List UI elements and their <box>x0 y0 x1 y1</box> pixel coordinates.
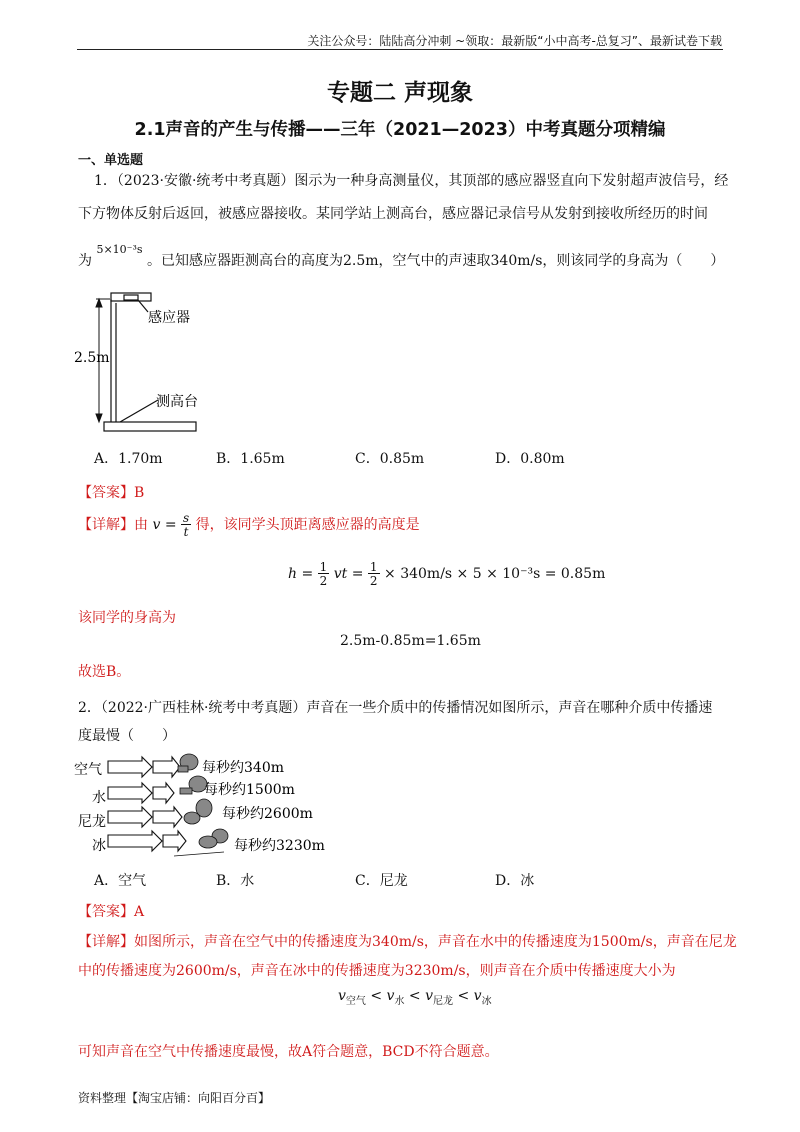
formula-rhs: × 340m/s × 5 × 10⁻³s = 0.85m <box>384 566 606 582</box>
velocity-formula: v = $\frac{s}{t}$ <box>152 511 190 539</box>
detail-prefix: 由 <box>134 517 148 533</box>
q1-line3-prefix: 为 <box>78 253 92 269</box>
svg-text:每秒约2600m: 每秒约2600m <box>222 806 313 822</box>
svg-text:水: 水 <box>92 790 106 806</box>
svg-text:冰: 冰 <box>92 838 106 854</box>
q2-conclusion: 可知声音在空气中传播速度最慢，故A符合题意，BCD不符合题意。 <box>78 1044 499 1060</box>
sub-ice: 冰 <box>481 995 492 1007</box>
answer-value: B <box>134 485 145 501</box>
q2-answer <box>78 901 144 921</box>
height-meter-figure <box>74 285 300 435</box>
answer-tag: 【答案】 <box>78 485 134 501</box>
time-value: 5×10⁻³s <box>96 243 143 256</box>
q2-line2: 度最慢（ ） <box>78 728 176 744</box>
detail-tag: 【详解】 <box>78 517 134 533</box>
speed-inequality: $v_{空气} < v_水 < v_{尼龙} < v_冰$ <box>338 988 492 1007</box>
q2-option-b[interactable]: B．水 <box>216 873 255 889</box>
sub-nylon: 尼龙 <box>433 995 454 1007</box>
page-subtitle: 2.1声音的产生与传播——三年（2021—2023）中考真题分项精编 <box>134 120 666 140</box>
q1-line2: 下方物体反射后返回，被感应器接收。某同学站上测高台，感应器记录信号从发射到接收所经历的时间 <box>78 206 708 222</box>
row-air <box>74 754 284 778</box>
runner-icon <box>180 776 207 794</box>
runner-icon <box>184 799 212 824</box>
svg-text:尼龙: 尼龙 <box>78 814 106 830</box>
q1-option-a[interactable]: A．1.70m <box>94 451 163 467</box>
q1-option-b[interactable]: B．1.65m <box>216 451 285 467</box>
q2-detail-line2: 中的传播速度为2600m/s，声音在冰中的传播速度为3230m/s，则声音在介质中传播速度大小为 <box>78 963 676 979</box>
q2-option-a[interactable]: A．空气 <box>94 873 147 889</box>
detail-suffix: 得，该同学头顶距离感应器的高度是 <box>195 517 420 533</box>
q1-detail <box>78 512 420 538</box>
formula-mid: vt = <box>333 566 364 582</box>
q1-line1: 1．（2023·安徽·统考中考真题）图示为一种身高测量仪，其顶部的感应器竖直向下发射超声波信号，经 <box>94 173 729 189</box>
row-water <box>92 776 295 806</box>
svg-text:每秒约1500m: 每秒约1500m <box>204 782 295 798</box>
answer-tag: 【答案】 <box>78 904 134 920</box>
q1-option-c[interactable]: C．0.85m <box>355 451 425 467</box>
detail-tag: 【详解】 <box>78 934 134 950</box>
svg-text:空气: 空气 <box>74 762 102 778</box>
q1-answer <box>78 482 144 502</box>
q2-option-c[interactable]: C．尼龙 <box>355 873 408 889</box>
q1-line3-suffix: 。已知感应器距测高台的高度为2.5m，空气中的声速取340m/s，则该同学的身高为（ ） <box>146 253 725 269</box>
page-title: 专题二 声现象 <box>326 80 473 106</box>
platform-label: 测高台 <box>156 394 198 410</box>
sub-air: 空气 <box>345 995 366 1007</box>
formula-lhs: h = <box>288 566 314 582</box>
section-heading: 一、单选题 <box>78 153 144 168</box>
q1-conclusion: 故选B。 <box>78 664 131 680</box>
height-text: 该同学的身高为 <box>78 610 176 626</box>
height-label: 2.5m <box>74 350 110 366</box>
q2-line1: 2．（2022·广西桂林·统考中考真题）声音在一些介质中的传播情况如图所示，声音在哪种介质中传播速 <box>78 700 713 716</box>
row-ice <box>92 829 325 856</box>
svg-text:每秒约340m: 每秒约340m <box>202 760 284 776</box>
page-footer: 资料整理【淘宝店铺：向阳百分百】 <box>78 1091 271 1105</box>
answer-value: A <box>134 904 145 920</box>
sound-speed-figure <box>74 748 354 866</box>
q1-formula: h = $\frac{1}{2}$ vt = $\frac{1}{2}$ × 340m/s × 5 × 10⁻³s = 0.85m <box>288 560 606 588</box>
page-header: 关注公众号：陆陆高分冲刺 ~领取：最新版“小中高考-总复习”、最新试卷下载 <box>307 34 722 48</box>
header-rule <box>77 49 723 50</box>
q1-option-d[interactable]: D．0.80m <box>495 451 565 467</box>
q2-detail-line1 <box>78 931 737 951</box>
runner-icon <box>174 829 228 856</box>
sub-water: 水 <box>394 995 405 1007</box>
height-calc: 2.5m-0.85m=1.65m <box>340 633 481 649</box>
sensor-label: 感应器 <box>148 310 190 326</box>
q2-option-d[interactable]: D．冰 <box>495 873 535 889</box>
svg-text:每秒约3230m: 每秒约3230m <box>234 838 325 854</box>
runner-icon <box>178 754 198 772</box>
detail-text: 如图所示，声音在空气中的传播速度为340m/s，声音在水中的传播速度为1500m/s，声音在尼龙 <box>134 934 737 950</box>
row-nylon <box>78 799 313 830</box>
